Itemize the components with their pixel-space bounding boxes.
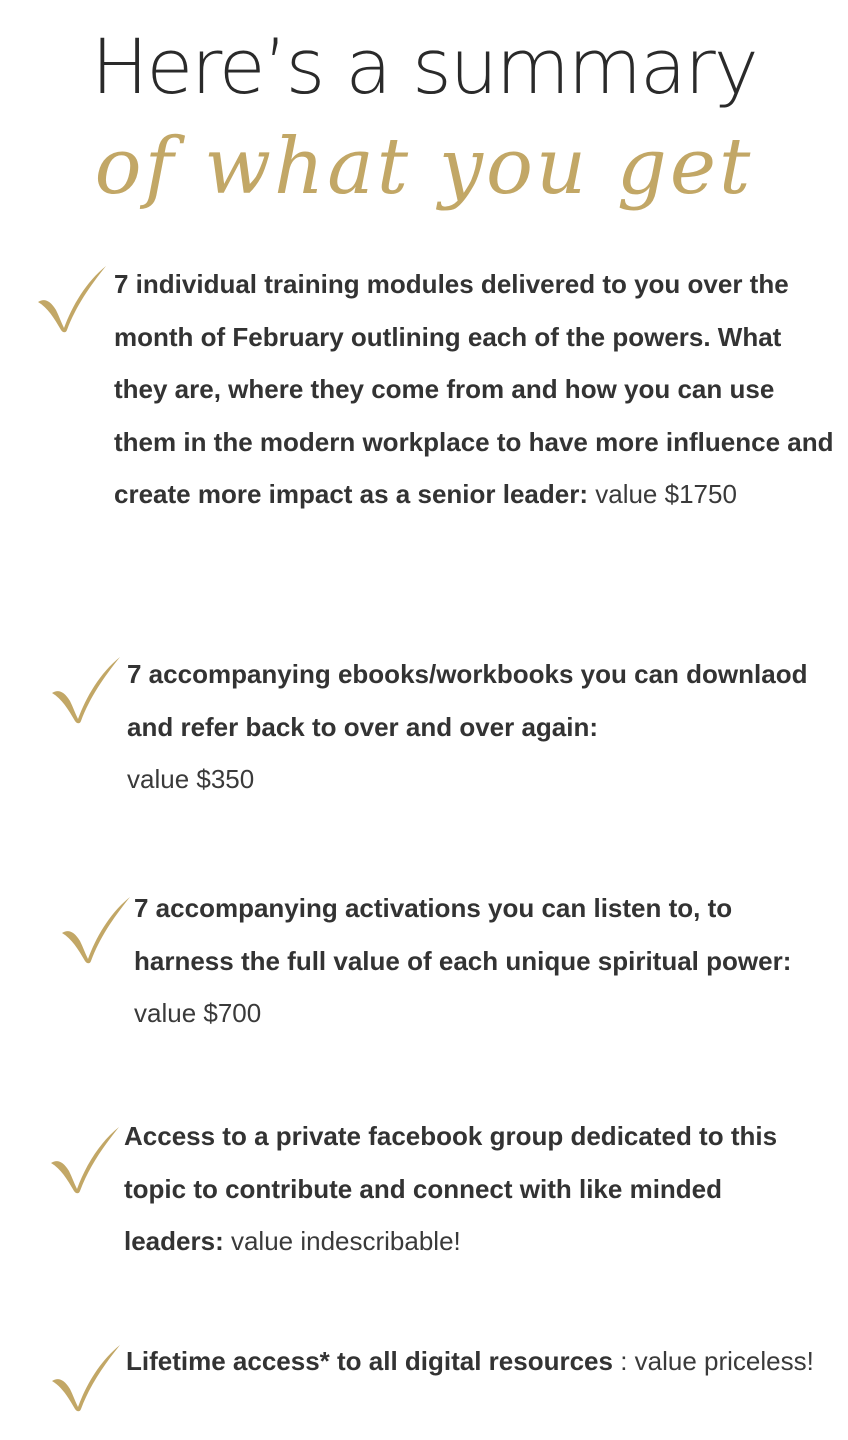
checkmark-icon <box>47 1125 123 1195</box>
checkmark-icon <box>48 1343 124 1413</box>
item-description: 7 accompanying ebooks/workbooks you can downlaod and refer back to over and over again: <box>127 659 808 742</box>
item-description: 7 individual training modules delivered to you over the month of February outlining each of the powers. What they are, where they come from and how you can use them in the modern workplace to have more influence and create more impact as a senior leader: <box>114 269 834 509</box>
item-value: : value priceless! <box>612 1346 814 1376</box>
item-description: 7 accompanying activations you can listen to, to harness the full value of each unique spiritual power: <box>134 893 792 976</box>
item-value: value $350 <box>127 764 255 794</box>
item-value: value $700 <box>134 998 262 1028</box>
page-title: Here’s a summary <box>91 22 757 111</box>
page-subtitle-script: of what you get <box>94 122 754 212</box>
item-value: value $1750 <box>588 479 737 509</box>
item-description: Access to a private facebook group dedicated to this topic to contribute and connect with like minded leaders: <box>124 1121 778 1256</box>
checkmark-icon <box>34 264 110 334</box>
item-value: value indescribable! <box>223 1226 461 1256</box>
item-description: Lifetime access* to all digital resources <box>126 1346 613 1376</box>
checkmark-icon <box>48 655 124 725</box>
checkmark-icon <box>58 895 134 965</box>
